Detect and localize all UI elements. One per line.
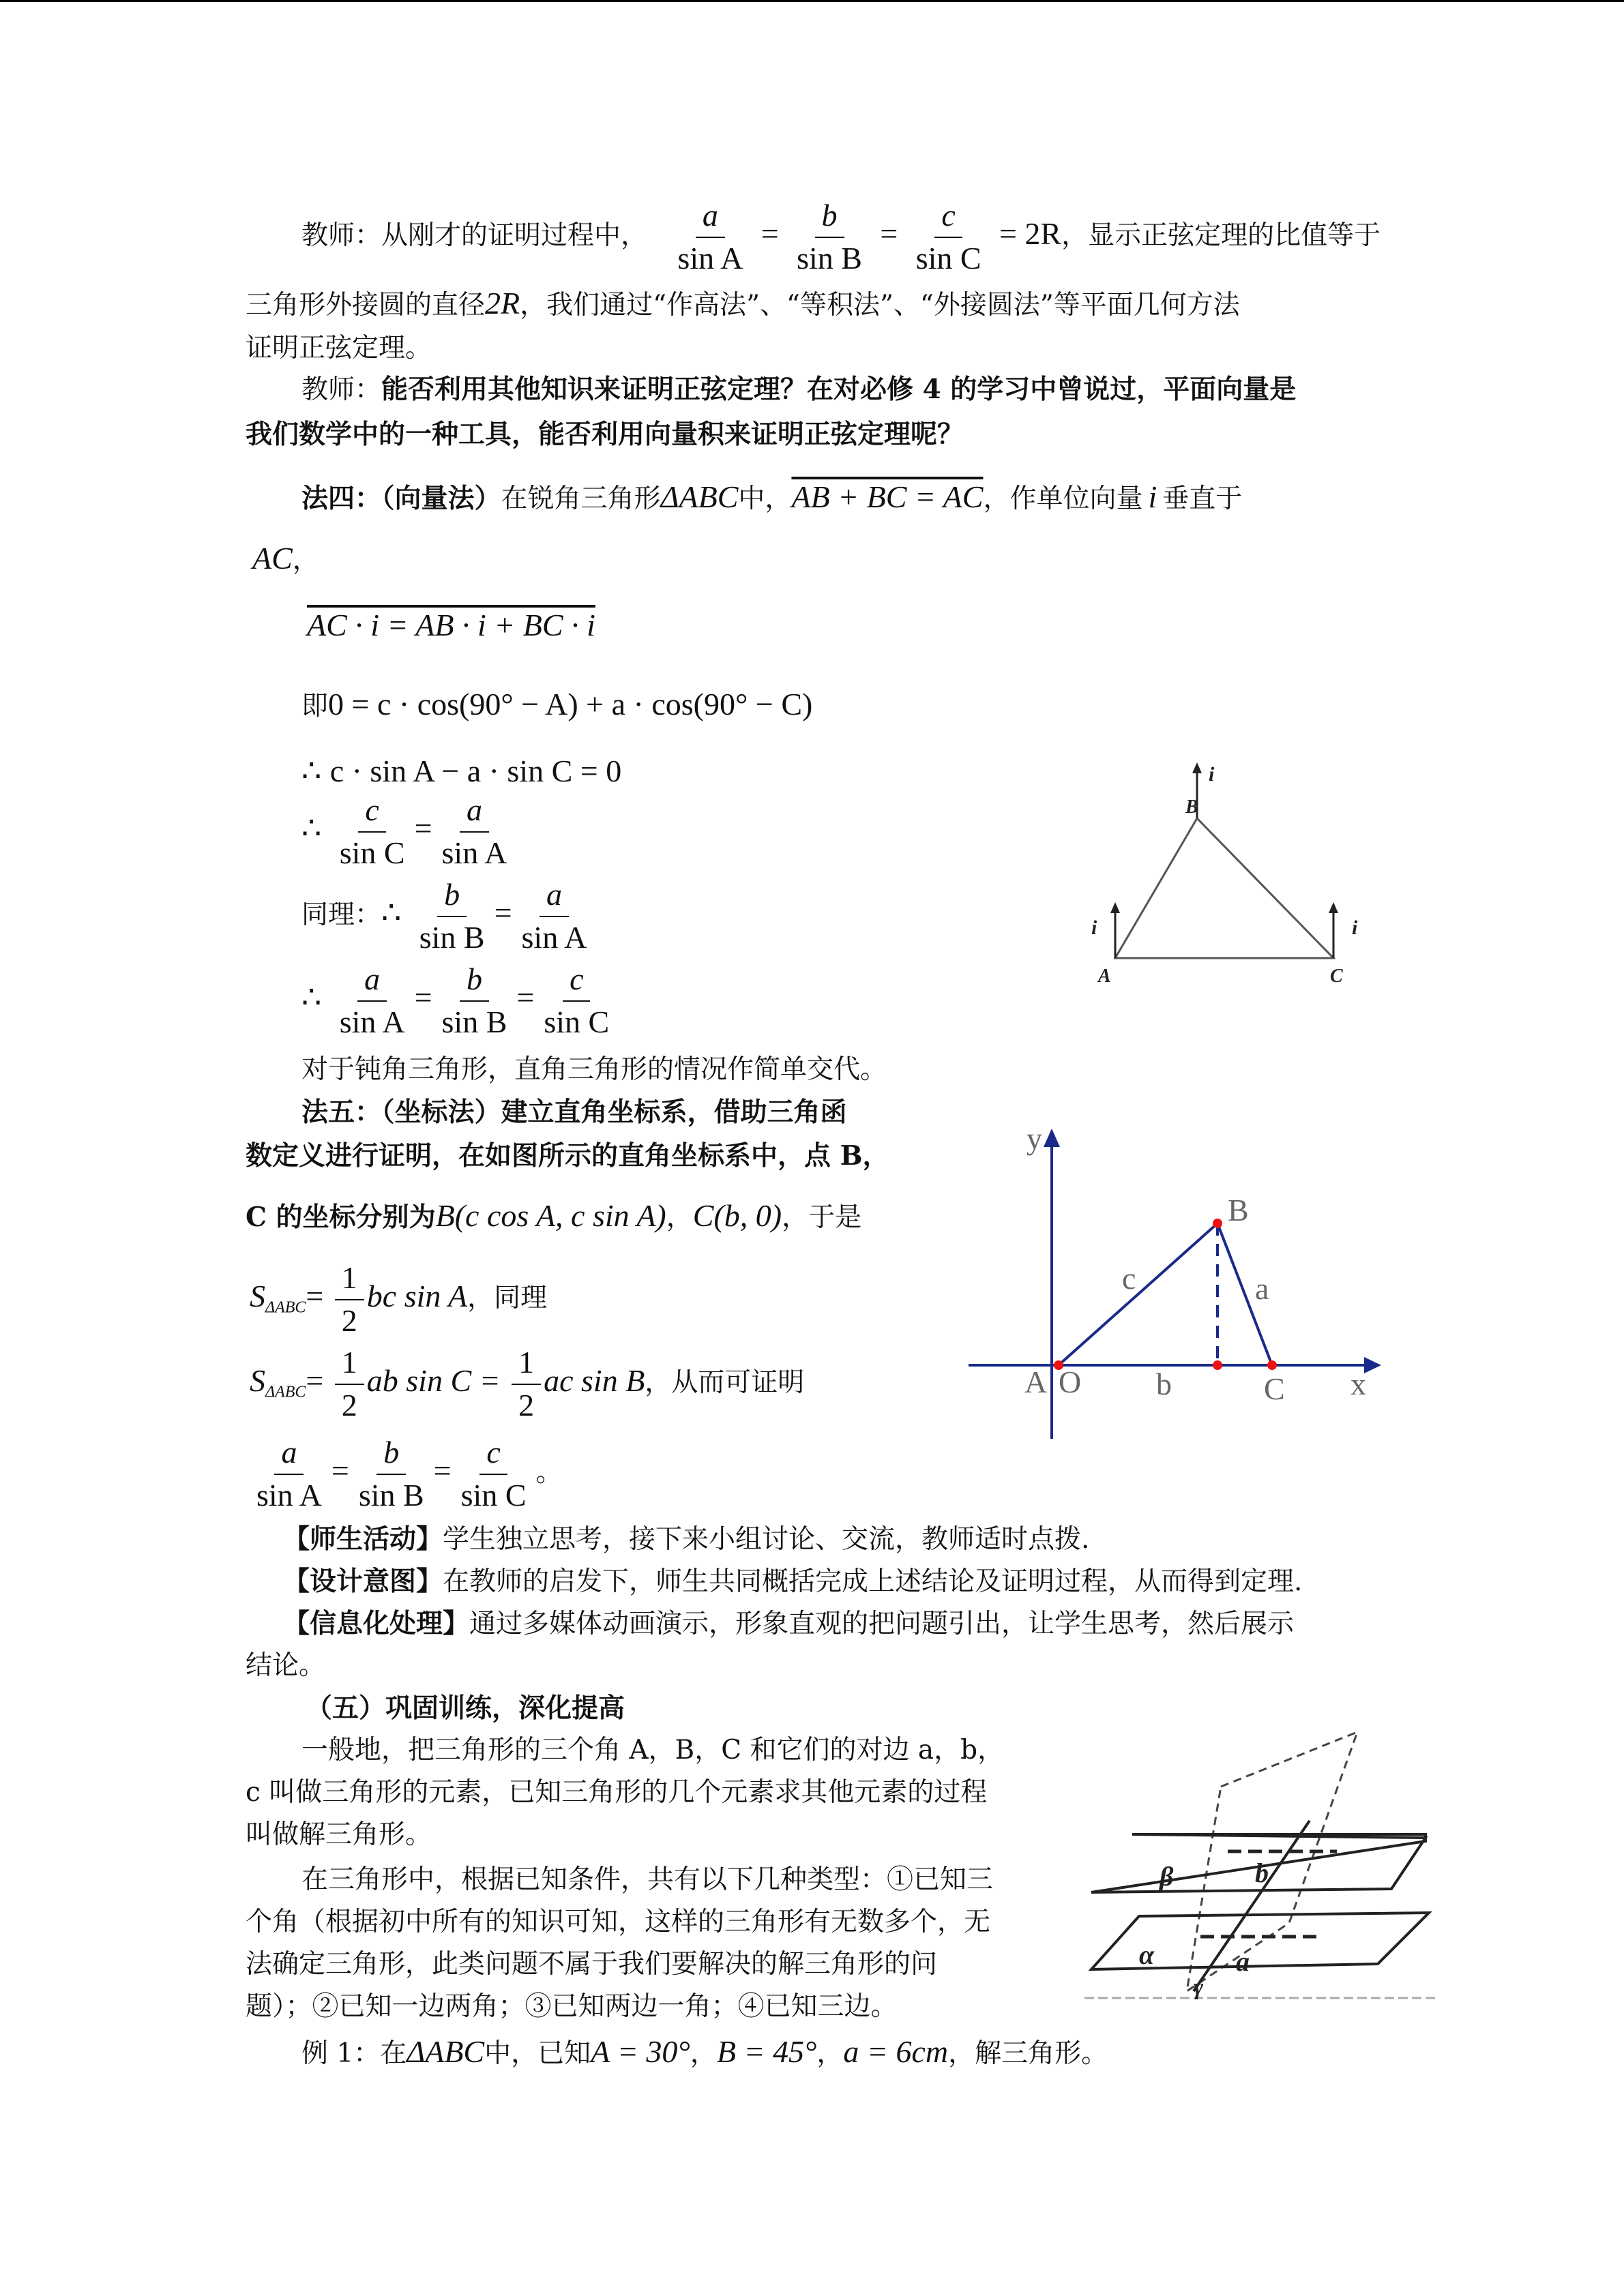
conclude-text: ，从而可证明	[645, 1367, 805, 1398]
text: 例 1：在	[301, 2038, 407, 2069]
planes-figure	[1084, 1718, 1466, 2005]
b-coordinate: B(c cos A, c sin A)	[435, 1198, 666, 1233]
angle-a-value: A = 30°	[591, 2034, 690, 2069]
label-b: B	[1185, 796, 1198, 818]
triangle-abc: ΔABC	[407, 2034, 485, 2069]
types-line-4: 题）；②已知一边两角；③已知两边一角；④已知三边。	[246, 1991, 898, 2022]
label-c: C	[1330, 966, 1343, 987]
label-o: O	[1059, 1365, 1082, 1399]
fraction-a-sinA	[435, 792, 514, 871]
area-eq-2	[250, 1345, 804, 1424]
denominator: 2	[341, 1387, 357, 1422]
triangle-abc: ΔABC	[660, 479, 739, 514]
denominator: sin C	[460, 1477, 527, 1512]
text: 三角形外接圆的直径	[246, 290, 486, 320]
teacher-ratio-line	[301, 198, 1381, 277]
label-a: A	[1098, 966, 1111, 987]
label-b-point: B	[1228, 1193, 1249, 1227]
subscript: ΔABC	[265, 1383, 306, 1401]
label-i-c: i	[1352, 916, 1358, 939]
numerator: c	[358, 792, 385, 833]
therefore: ∴	[301, 979, 322, 1015]
x-axis-arrow	[1364, 1357, 1381, 1373]
equals-sign: =	[414, 979, 432, 1015]
denominator: sin B	[358, 1477, 424, 1512]
types-line-2: 个角（根据初中所有的知识可知，这样的三角形有无数多个，无	[246, 1907, 991, 1937]
c-coordinate: C(b, 0)	[692, 1198, 782, 1233]
denominator: sin C	[339, 835, 405, 870]
equals-sign: =	[306, 1362, 324, 1398]
equals-sign: =	[306, 1278, 324, 1313]
two-r: 2R	[485, 286, 520, 320]
label-b: b	[1255, 1858, 1269, 1888]
tongli-label: 同理：	[301, 899, 382, 930]
equals-2r: = 2R	[999, 215, 1062, 251]
coordinate-figure	[962, 1118, 1391, 1446]
dot-product-eq: AC · i = AB · i + BC · i	[307, 608, 595, 642]
fraction-b-sinB	[413, 877, 492, 956]
text: 在锐角三角形	[501, 483, 661, 514]
numerator: a	[460, 792, 489, 833]
y-axis-arrow	[1044, 1129, 1060, 1147]
fraction-c-sinC	[454, 1435, 533, 1514]
vector-sum: AB + BC = AC	[791, 479, 984, 514]
text: ，作单位向量	[983, 483, 1143, 514]
method5-conclusion	[250, 1435, 563, 1514]
denominator: sin A	[339, 1004, 405, 1039]
info-line	[283, 1601, 1294, 1647]
denominator: sin C	[544, 1004, 610, 1039]
point-c	[1267, 1360, 1277, 1370]
label-b-side: b	[1156, 1367, 1172, 1401]
sep: ，	[666, 1202, 693, 1233]
point-foot	[1213, 1360, 1222, 1370]
fraction-half	[512, 1345, 541, 1424]
arrowhead-b	[1192, 762, 1202, 773]
proof-line: 证明正弦定理。	[246, 333, 432, 363]
method4-heading-line	[301, 475, 1242, 522]
fraction-b-sinB	[352, 1435, 431, 1514]
obtuse-note-line: 对于钝角三角形，直角三角形的情况作简单交代。	[301, 1054, 887, 1085]
unit-vector-i: i	[1148, 479, 1157, 514]
label-i-b: i	[1209, 763, 1215, 786]
text: 垂直于	[1162, 483, 1243, 514]
side-a-value: a = 6cm	[843, 2034, 949, 2069]
method5-line2: 数定义进行证明，在如图所示的直角坐标系中，点 B，	[246, 1140, 889, 1172]
circumcircle-line	[246, 281, 1240, 328]
law-of-sines-line	[301, 961, 619, 1041]
denominator: sin B	[441, 1004, 507, 1039]
therefore: ∴	[301, 754, 322, 788]
equals-sign: =	[494, 895, 512, 930]
fraction-half	[335, 1345, 364, 1424]
general-line-3: 叫做解三角形。	[246, 1819, 432, 1850]
numerator: c	[563, 961, 590, 1002]
label-c-point: C	[1264, 1371, 1285, 1406]
numerator: c	[479, 1435, 507, 1475]
fraction-a-sinA	[515, 877, 594, 956]
info-text: 通过多媒体动画演示，形象直观的把问题引出，让学生思考，然后展示	[469, 1609, 1295, 1639]
activity-tag: 【师生活动】	[283, 1523, 443, 1555]
fraction-half	[335, 1260, 364, 1339]
label-alpha: α	[1139, 1939, 1155, 1970]
label-a-point: A	[1024, 1365, 1048, 1399]
ratio-tail-text: ，显示正弦定理的比值等于	[1061, 220, 1381, 251]
section-5-heading: （五）巩固训练，深化提高	[306, 1693, 625, 1724]
fraction-b-sinB	[435, 961, 514, 1041]
denominator: sin B	[797, 240, 862, 275]
numerator: b	[437, 877, 467, 917]
ji-label: 即	[301, 691, 329, 721]
side-c	[1059, 1223, 1217, 1365]
activity-text: 学生独立思考，接下来小组讨论、交流，教师适时点拨.	[443, 1524, 1090, 1555]
denominator: sin A	[441, 835, 507, 870]
denominator: sin A	[256, 1477, 322, 1512]
subscript: ΔABC	[265, 1298, 306, 1317]
area-eq-1	[250, 1260, 547, 1339]
label-x: x	[1350, 1367, 1366, 1401]
label-a: a	[1236, 1946, 1250, 1977]
arrowhead-a	[1110, 902, 1120, 913]
info-line-2: 结论。	[246, 1650, 326, 1681]
types-line-1: 在三角形中，根据已知条件，共有以下几种类型：①已知三	[301, 1864, 994, 1895]
label-c-side: c	[1122, 1261, 1136, 1296]
numerator: 1	[335, 1345, 364, 1385]
area-s: S	[250, 1362, 265, 1398]
plane-vertical	[1187, 1732, 1357, 1991]
sep: ，	[690, 2038, 717, 2069]
point-b	[1213, 1219, 1222, 1228]
fraction-a-sinA	[250, 1435, 329, 1514]
text: C 的坐标分别为	[246, 1202, 436, 1233]
text: ，解三角形。	[948, 2038, 1108, 2069]
therefore: ∴	[381, 895, 402, 930]
sep: ，	[816, 2038, 844, 2069]
example-1-line	[301, 2029, 1108, 2076]
fraction-a-sinA	[670, 198, 750, 277]
design-text: 在教师的启发下，师生共同概括完成上述结论及证明过程，从而得到定理.	[443, 1566, 1303, 1597]
denominator: sin C	[915, 240, 981, 275]
equals-sign: =	[880, 215, 898, 251]
general-line-2: c 叫做三角形的元素，已知三角形的几个元素求其他元素的过程	[246, 1777, 988, 1808]
label-gamma: γ	[1194, 1975, 1204, 2000]
equals-sign: =	[331, 1452, 349, 1488]
label-i-a: i	[1091, 916, 1097, 939]
period: 。	[535, 1457, 563, 1488]
label-beta: β	[1160, 1861, 1174, 1892]
numerator: a	[274, 1435, 304, 1475]
text: ，我们通过“作高法”、“等积法”、“外接圆法”等平面几何方法	[520, 290, 1240, 320]
numerator: 1	[512, 1345, 541, 1385]
design-tag: 【设计意图】	[283, 1566, 443, 1597]
comma: ，	[292, 545, 319, 576]
equals-sign: =	[433, 1452, 452, 1488]
ac: AC	[252, 541, 293, 576]
teacher-question-line-2: 我们数学中的一种工具，能否利用向量积来证明正弦定理呢？	[246, 419, 964, 450]
method4-title: 法四：（向量法）	[301, 483, 501, 514]
arrowhead-c	[1329, 902, 1338, 913]
denominator: 2	[341, 1302, 357, 1338]
fraction-c-sinC	[909, 198, 988, 277]
numerator: a	[357, 961, 387, 1002]
numerator: 1	[335, 1260, 364, 1300]
fraction-c-sinC	[537, 961, 616, 1041]
equals-sign: =	[761, 215, 779, 251]
sin-equation: c · sin A − a · sin C = 0	[329, 754, 622, 788]
area-expression: bc sin A	[366, 1278, 468, 1313]
denominator: 2	[518, 1387, 535, 1422]
label-a-side: a	[1255, 1271, 1269, 1306]
types-line-3: 法确定三角形，此类问题不属于我们要解决的解三角形的问	[246, 1949, 938, 1980]
numerator: a	[540, 877, 569, 917]
text: 中，	[738, 483, 792, 514]
numerator: b	[377, 1435, 406, 1475]
therefore: ∴	[301, 810, 322, 846]
tongli-text: ，同理	[467, 1282, 548, 1313]
vector-triangle-figure	[1084, 757, 1385, 989]
fraction-c-sinC	[333, 792, 412, 871]
teacher-question-line	[301, 367, 1296, 413]
equals-sign: =	[414, 810, 432, 846]
text: 中，已知	[484, 2038, 591, 2069]
numerator: b	[815, 198, 844, 238]
area-s: S	[250, 1278, 265, 1313]
cos-eq-line	[301, 682, 812, 729]
area-expression: ab sin C =	[366, 1362, 501, 1398]
angle-b-value: B = 45°	[716, 2034, 817, 2069]
label-y: y	[1027, 1121, 1042, 1156]
fraction-a-sinA	[333, 961, 412, 1041]
ac-line	[252, 536, 319, 583]
numerator: c	[934, 198, 962, 238]
teacher-lead-text: 教师：从刚才的证明过程中，	[301, 220, 648, 251]
general-line-1: 一般地，把三角形的三个角 A，B，C 和它们的对边 a，b，	[301, 1735, 1005, 1765]
sin-eq-line	[301, 749, 621, 796]
ratio-c-a-line	[301, 792, 516, 871]
text: ，于是	[782, 1202, 862, 1233]
numerator: b	[460, 961, 489, 1002]
question-text: 能否利用其他知识来证明正弦定理？在对必修 4 的学习中曾说过，平面向量是	[381, 374, 1297, 405]
cos-equation: 0 = c · cos(90° − A) + a · cos(90° − C)	[328, 687, 813, 721]
method5-line3	[246, 1193, 861, 1240]
teacher-label: 教师：	[301, 374, 382, 405]
activity-line	[283, 1517, 1089, 1562]
denominator: sin A	[677, 240, 743, 275]
design-line	[283, 1559, 1302, 1605]
method5-title: 法五：（坐标法）建立直角坐标系，借助三角函	[301, 1097, 847, 1128]
numerator: a	[696, 198, 725, 238]
denominator: sin A	[521, 919, 587, 955]
equals-sign: =	[516, 979, 535, 1015]
triangle-abc-shape	[1115, 818, 1333, 958]
area-expression: ac sin B	[544, 1362, 645, 1398]
info-tag: 【信息化处理】	[283, 1608, 470, 1639]
ratio-b-a-line	[301, 877, 596, 956]
fraction-b-sinB	[790, 198, 869, 277]
page-top-border	[0, 0, 1624, 2]
denominator: sin B	[419, 919, 485, 955]
